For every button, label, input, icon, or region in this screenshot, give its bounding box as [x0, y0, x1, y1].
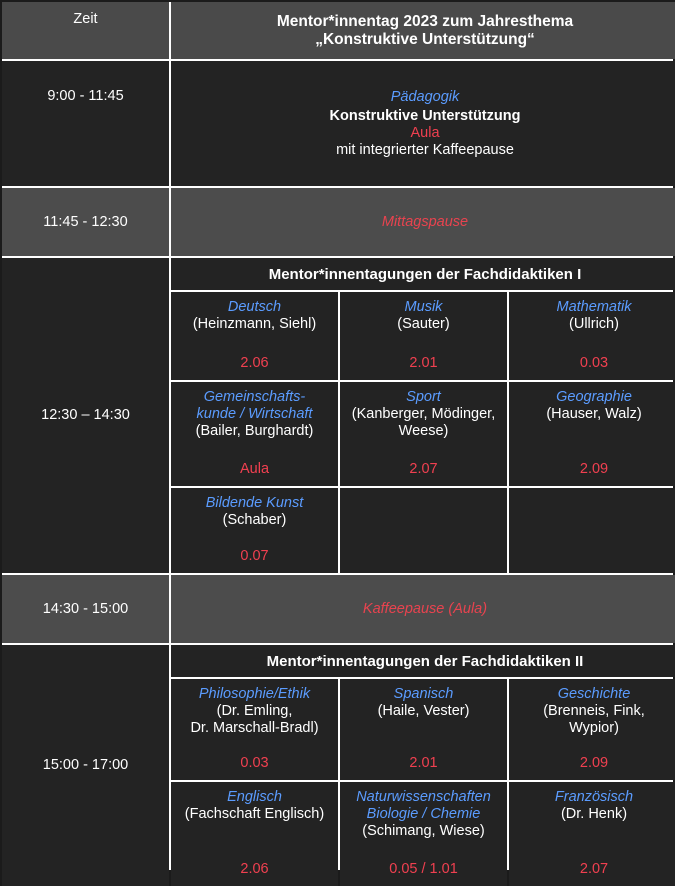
slot1-time-cell	[2, 61, 169, 186]
session-card	[340, 782, 507, 886]
session-people: (Schaber)	[222, 512, 287, 528]
session-people: Weese)	[398, 423, 449, 439]
session-people: (Brenneis, Fink,	[543, 703, 645, 719]
slot1-content-cell	[171, 61, 675, 186]
slot1-topic: Konstruktive Unterstützung	[329, 107, 521, 124]
session-subject: kunde / Wirtschaft	[196, 406, 313, 422]
session-room: 0.03	[579, 355, 609, 371]
session-subject: Geschichte	[557, 686, 631, 702]
session-room: 2.09	[579, 461, 609, 477]
session-subject: Mathematik	[556, 299, 632, 315]
schedule-table	[2, 2, 673, 877]
session-card	[340, 382, 507, 486]
slot3-time: 12:30 – 14:30	[41, 407, 130, 423]
empty-cell	[509, 488, 675, 573]
slot4-time: 14:30 - 15:00	[42, 600, 129, 617]
session-room: 2.07	[409, 461, 438, 477]
page-title-line1: Mentor*innentag 2023 zum Jahresthema	[276, 12, 574, 30]
session-card	[171, 782, 338, 886]
session-card	[509, 782, 675, 886]
session-subject: Bildende Kunst	[205, 495, 304, 511]
session-room: 0.07	[240, 548, 269, 564]
session-subject: Gemeinschafts-	[203, 389, 306, 405]
slot5-section-title-cell	[171, 645, 675, 677]
session-card	[340, 679, 507, 780]
session-people: (Haile, Vester)	[377, 703, 470, 719]
session-subject: Sport	[406, 389, 441, 405]
section-title: Mentor*innentagungen der Fachdidaktiken II	[266, 652, 584, 670]
session-room: 2.06	[240, 355, 269, 371]
session-room: 2.09	[579, 755, 609, 771]
slot1-subject: Pädagogik	[390, 88, 460, 105]
session-subject: Geographie	[556, 389, 632, 405]
session-people: (Fachschaft Englisch)	[184, 806, 325, 822]
session-people: (Dr. Henk)	[560, 806, 628, 822]
header-time-cell	[2, 2, 169, 59]
session-subject: Musik	[404, 299, 443, 315]
session-room: 2.01	[409, 355, 438, 371]
slot1-note: mit integrierter Kaffeepause	[336, 141, 514, 158]
session-subject: Spanisch	[393, 686, 454, 702]
session-card	[171, 488, 338, 573]
session-card	[171, 382, 338, 486]
session-subject: Französisch	[554, 789, 634, 805]
slot5-time: 15:00 - 17:00	[42, 757, 129, 773]
slot4-content-cell	[171, 575, 675, 643]
slot5-time-cell	[2, 645, 169, 886]
session-subject: Deutsch	[227, 299, 282, 315]
session-people: (Schimang, Wiese)	[362, 823, 485, 839]
page-title-line2: „Konstruktive Unterstützung“	[315, 30, 535, 48]
session-subject: Biologie / Chemie	[366, 806, 481, 822]
slot4-time-cell	[2, 575, 169, 643]
session-card	[340, 292, 507, 380]
session-room: Aula	[239, 461, 270, 477]
session-subject: Naturwissenschaften	[356, 789, 491, 805]
header-title-cell	[171, 2, 675, 59]
slot2-content-cell	[171, 188, 675, 256]
session-room: 2.01	[409, 755, 438, 771]
session-card	[509, 382, 675, 486]
section-title: Mentor*innentagungen der Fachdidaktiken I	[268, 265, 582, 283]
session-people: (Ullrich)	[569, 316, 619, 332]
session-room: 0.05 / 1.01	[389, 861, 458, 877]
session-subject: Philosophie/Ethik	[198, 686, 311, 702]
lunch-break-label: Mittagspause	[381, 213, 469, 230]
session-people: (Kanberger, Mödinger,	[351, 406, 496, 422]
slot1-room: Aula	[410, 124, 440, 141]
session-people: (Bailer, Burghardt)	[195, 423, 314, 439]
session-room: 2.07	[579, 861, 609, 877]
session-people: (Sauter)	[397, 316, 450, 332]
slot3-section-title-cell	[171, 258, 675, 290]
slot3-time-cell	[2, 258, 169, 573]
slot2-time-cell	[2, 188, 169, 256]
coffee-break-label: Kaffeepause (Aula)	[362, 600, 488, 617]
session-card	[509, 292, 675, 380]
session-room: 0.03	[240, 755, 269, 771]
session-people: (Dr. Emling,	[216, 703, 293, 719]
session-people: Dr. Marschall-Bradl)	[190, 720, 319, 736]
session-card	[171, 292, 338, 380]
header-time-label: Zeit	[73, 11, 98, 27]
session-people: (Hauser, Walz)	[546, 406, 642, 422]
session-card	[509, 679, 675, 780]
session-people: (Heinzmann, Siehl)	[192, 316, 317, 332]
session-card	[171, 679, 338, 780]
slot1-time: 9:00 - 11:45	[47, 88, 124, 104]
empty-cell	[340, 488, 507, 573]
slot2-time: 11:45 - 12:30	[43, 213, 128, 230]
session-subject: Englisch	[227, 789, 282, 805]
session-people: Wypior)	[569, 720, 619, 736]
session-room: 2.06	[240, 861, 269, 877]
